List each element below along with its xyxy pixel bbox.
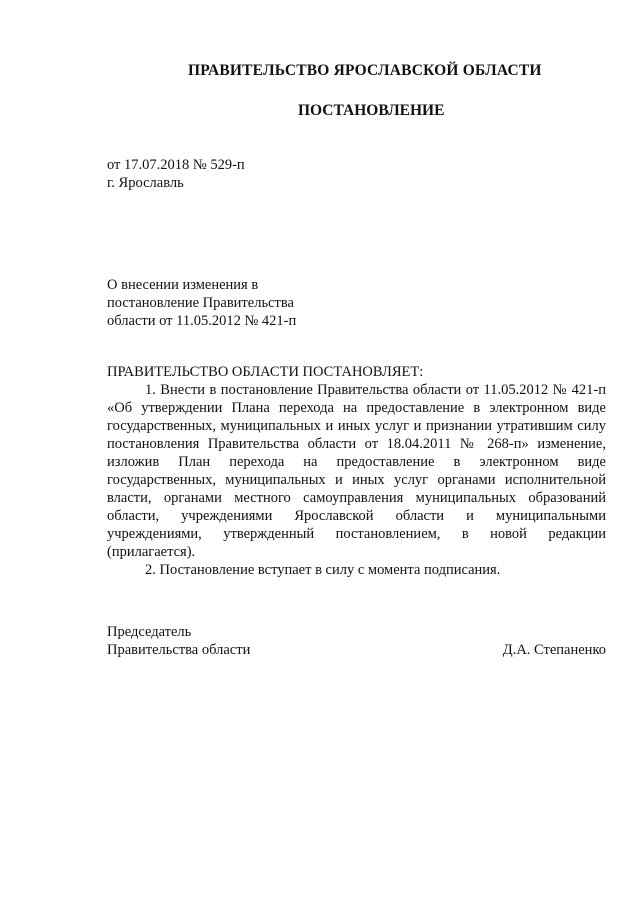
subject-line: О внесении изменения в (107, 277, 259, 293)
date-number: от 17.07.2018 № 529-п (107, 157, 245, 173)
signature-block (107, 623, 606, 659)
signer-title-line1: Председатель (107, 624, 192, 640)
preamble: ПРАВИТЕЛЬСТВО ОБЛАСТИ ПОСТАНОВЛЯЕТ: (107, 364, 424, 380)
document-subject (107, 276, 296, 330)
signer-name: Д.А. Степаненко (502, 642, 606, 658)
signer-title-line2: Правительства области (107, 642, 251, 658)
government-title: ПРАВИТЕЛЬСТВО ЯРОСЛАВСКОЙ ОБЛАСТИ (188, 62, 542, 79)
document-body (107, 381, 606, 579)
signature-row (107, 641, 606, 659)
point-2: 2. Постановление вступает в силу с момента подписания. (145, 562, 501, 578)
city: г. Ярославль (107, 175, 184, 191)
subject-line: области от 11.05.2012 № 421-п (107, 313, 297, 329)
point-1: 1. Внести в постановление Правительства области от 11.05.2012 № 421-п «Об утверждении Плана перехода на предоставление в электронном виде государственных, муниципальных и иных услуг и признании утратившим силу постановления Правительства области от 18.04.2011 № 268-п» изменение, изложив План перехода на предоставление в электронном виде государственных, муниципальных и иных услуг органами исполнительной власти, органами местного самоуправления муниципальных образований области, учреждениями Ярославской области и муниципальными учреждениями, утвержденный постановлением, в новой редакции (прилагается). (107, 382, 606, 560)
subject-line: постановление Правительства (107, 295, 294, 311)
document-type: ПОСТАНОВЛЕНИЕ (298, 102, 445, 119)
document-meta (107, 156, 245, 192)
